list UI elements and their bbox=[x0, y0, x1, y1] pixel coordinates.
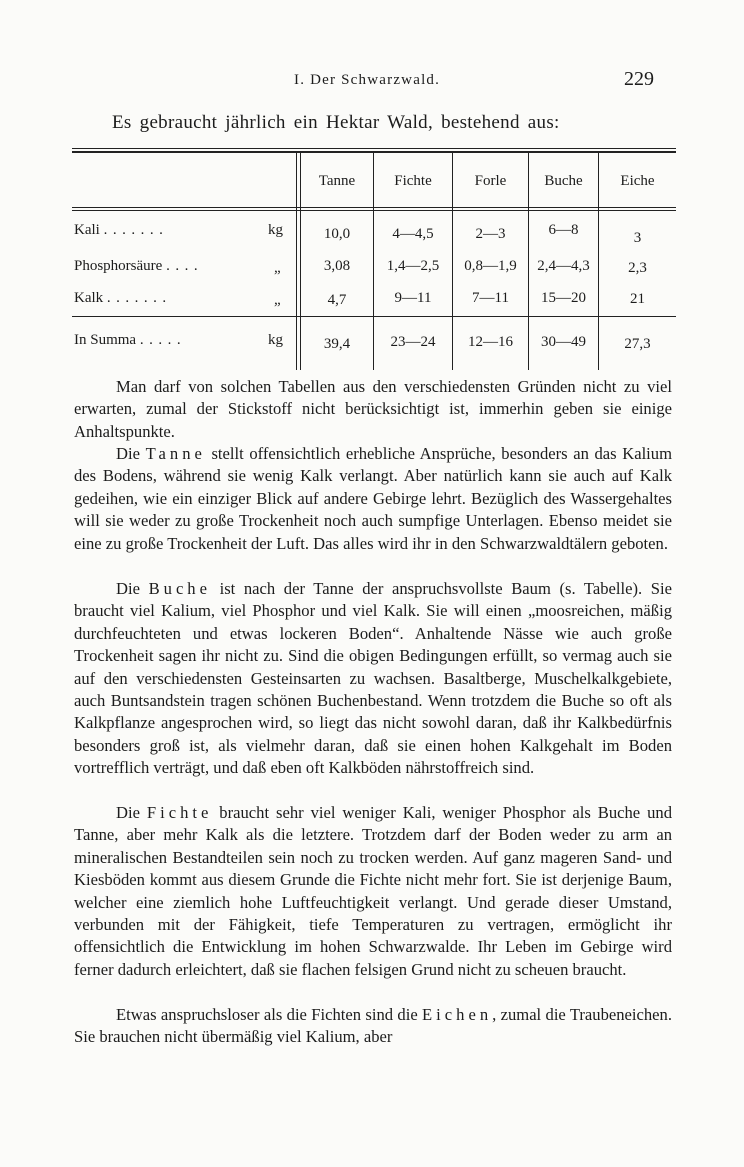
col-header-buche: Buche bbox=[544, 173, 583, 189]
row-unit: „ bbox=[274, 260, 281, 276]
paragraph-tanne: Die Tanne stellt offensichtlich erhebliche Ansprüche, besonders an das Kalium des Bodens, während sie wenig Kalk verlangt. Aber natürlich kann sie auch auf Kalk gedeihen, wie ein einziger Blick auf andere Gebirge lehrt. Bezüglich des Wassergehaltes will sie weder zu große Trockenheit noch auch sumpfige Unterlagen. Ebenso meidet sie eine zu große Trockenheit der Luft. Das alles wird ihr in den Schwarzwaldtälern geboten. bbox=[74, 444, 672, 553]
col-header-eiche: Eiche bbox=[620, 173, 655, 189]
col-header-forle: Forle bbox=[474, 173, 507, 189]
table-cell: 2,3 bbox=[628, 260, 647, 276]
table-cell: 7—11 bbox=[472, 290, 509, 306]
table-intro: Es gebraucht jährlich ein Hektar Wald, bestehend aus: bbox=[112, 112, 560, 133]
table-cell: 9—11 bbox=[394, 290, 432, 306]
table-cell-total: 23—24 bbox=[390, 334, 436, 350]
table-cell: 15—20 bbox=[541, 290, 586, 306]
running-title: I. Der Schwarzwald. bbox=[294, 72, 441, 88]
table-cell-total: 27,3 bbox=[624, 336, 651, 352]
spaced-word-tanne: Tanne bbox=[145, 444, 206, 463]
spaced-word-buche: Buche bbox=[148, 579, 211, 598]
spaced-word-eichen: Eichen bbox=[422, 1005, 493, 1024]
row-label-phosphorsaeure: Phosphorsäure .... bbox=[74, 258, 204, 274]
table-cell: 4—4,5 bbox=[392, 226, 434, 242]
row-unit: kg bbox=[268, 332, 283, 348]
paragraph-buche: Die Buche ist nach der Tanne der anspruchsvollste Baum (s. Tabelle). Sie braucht viel Kalium, viel Phosphor und viel Kalk. Sie will einen „moosreichen, mäßig durchfeuchteten und etwas lockeren Boden“. Anhaltende Nässe wie auch große Trockenheit sagen ihr nicht zu. Sind die obigen Bedingungen erfüllt, so vermag auch sie auf den verschiedensten Gesteinsarten zu wachsen. Basaltberge, Muschelkalkgebiete, auch Buntsandstein tragen schönen Buchenbestand. Wenn trotzdem die Buche so oft als Kalkpflanze angesprochen wird, so liegt das nicht sowohl daran, daß ihr Kalkbedürfnis besonders groß ist, als vielmehr daran, daß sie einen hohen Kalkgehalt im Boden vortrefflich verträgt, und daß eben oft Kalkböden nährstoffreich sind. bbox=[74, 579, 672, 778]
col-header-fichte: Fichte bbox=[394, 173, 432, 189]
table-cell-total: 39,4 bbox=[323, 336, 351, 352]
col-header-tanne: Tanne bbox=[318, 173, 356, 189]
table-cell-total: 30—49 bbox=[541, 334, 586, 350]
row-unit: kg bbox=[268, 222, 283, 238]
row-label-kali: Kali ....... bbox=[74, 222, 169, 238]
paragraph-eichen: Etwas anspruchsloser als die Fichten sind die Eichen, zumal die Traubeneichen. Sie brauchen nicht übermäßig viel Kalium, aber bbox=[74, 1005, 672, 1047]
table-cell: 6—8 bbox=[548, 222, 579, 238]
table-cell: 2,4—4,3 bbox=[537, 258, 590, 274]
table-cell: 3,08 bbox=[323, 258, 351, 274]
spaced-word-fichte: Fichte bbox=[146, 803, 213, 822]
paragraph-tables-caveat: Man darf von solchen Tabellen aus den verschiedensten Gründen nicht zu viel erwarten, zumal der Stickstoff nicht berücksichtigt ist, immerhin geben sie einige Anhaltspunkte. bbox=[74, 377, 672, 441]
page-header bbox=[0, 68, 744, 94]
row-unit: „ bbox=[274, 292, 281, 308]
table-cell-total: 12—16 bbox=[468, 334, 513, 350]
nutrient-table bbox=[72, 148, 676, 370]
row-label-kalk: Kalk ....... bbox=[74, 290, 172, 306]
paragraph-fichte: Die Fichte braucht sehr viel weniger Kali, weniger Phosphor als Buche und Tanne, aber mehr Kalk als die letztere. Trotzdem darf der Boden weder zu arm an mineralischen Bestandteilen sein noch zu trocken werden. Auf ganz mageren Sand- und Kiesböden kommt aus diesem Grunde die Fichte nicht mehr fort. Sie ist derjenige Baum, welcher eine ziemlich hohe Luftfeuchtigkeit verlangt. Und gerade dieser Umstand, verbunden mit der Fähigkeit, tiefe Temperaturen zu vertragen, ermöglicht ihr offensichtlich die Entwicklung im hohen Schwarzwalde. Ihr Leben im Gebirge wird ferner dadurch erleichtert, daß sie flachen felsigen Grund nicht zu scheuen braucht. bbox=[74, 803, 672, 979]
table-cell: 0,8—1,9 bbox=[464, 258, 517, 274]
table-cell: 2—3 bbox=[475, 226, 506, 242]
table-cell: 21 bbox=[630, 291, 645, 307]
table-cell: 10,0 bbox=[323, 226, 351, 242]
table-cell: 1,4—2,5 bbox=[386, 258, 440, 274]
page-number: 229 bbox=[624, 68, 654, 90]
table-cell: 4,7 bbox=[327, 292, 347, 308]
row-label-in-summa: In Summa ..... bbox=[74, 332, 187, 348]
table-cell: 3 bbox=[633, 230, 642, 246]
